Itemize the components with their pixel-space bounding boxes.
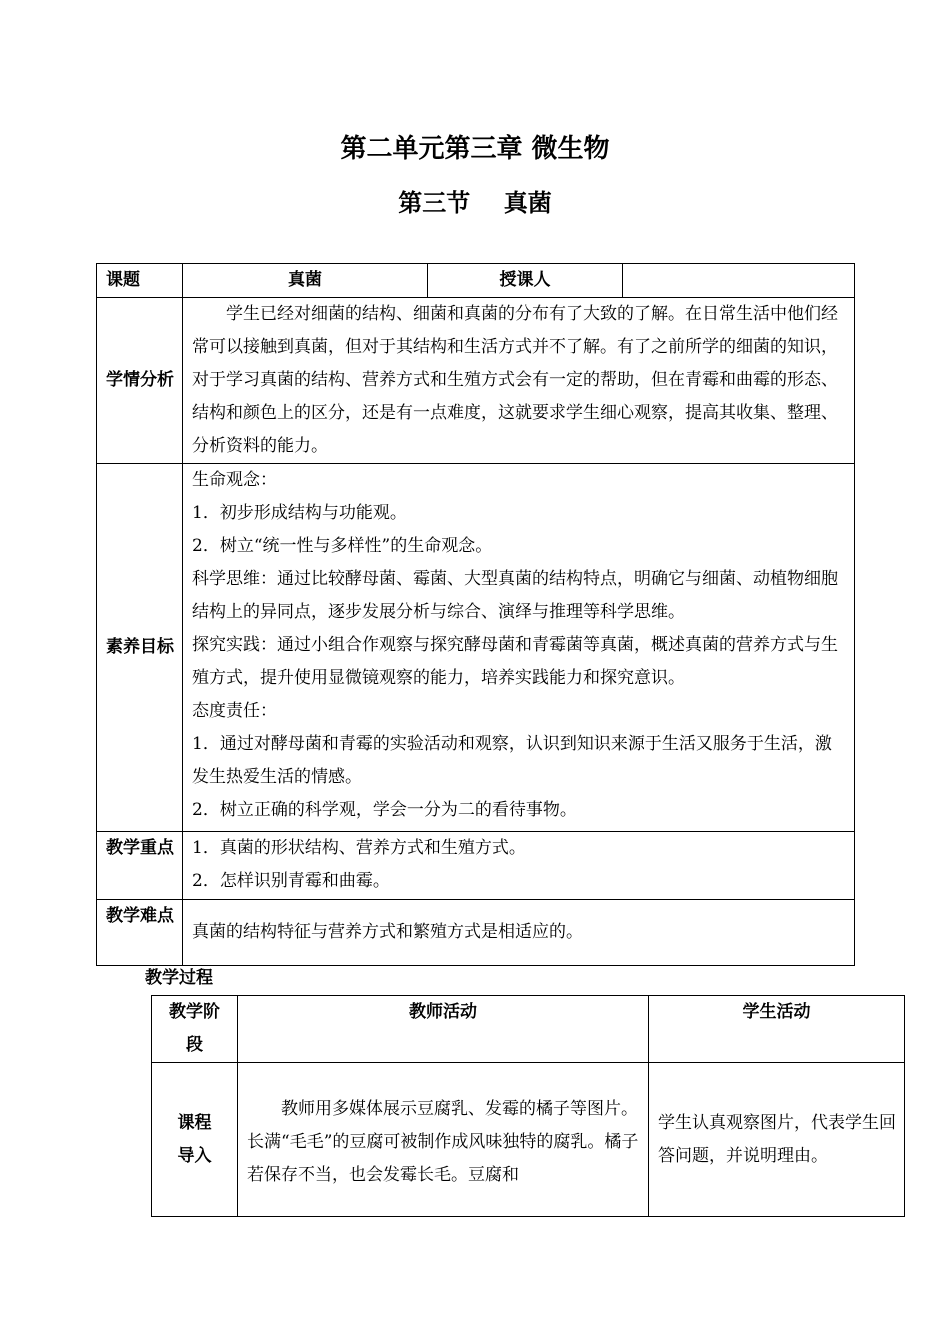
goal-item: 态度责任： — [192, 701, 277, 721]
goal-item: 1．通过对酵母菌和青霉的实验活动和观察，认识到知识来源于生活又服务于生活，激发生热爱生活的情感。 — [192, 734, 832, 787]
teacher-activity-text: 教师用多媒体展示豆腐乳、发霉的橘子等图片。 — [281, 1099, 638, 1119]
header-student: 学生活动 — [649, 996, 905, 1063]
goal-item: 1．初步形成结构与功能观。 — [192, 503, 407, 523]
goals-cell — [183, 464, 855, 832]
analysis-label: 学情分析 — [97, 298, 183, 464]
key-point: 2．怎样识别青霉和曲霉。 — [192, 871, 390, 891]
document-title: 第二单元第三章 微生物 — [340, 134, 610, 164]
goal-item: 生命观念： — [192, 470, 277, 490]
goals-label: 素养目标 — [97, 464, 183, 832]
teacher-value — [623, 264, 855, 298]
topic-label: 课题 — [97, 264, 183, 298]
section-title: 第三节 真菌 — [398, 189, 552, 217]
header-stage: 教学阶段 — [152, 996, 238, 1063]
lesson-info-table — [96, 263, 855, 966]
goal-item: 科学思维：通过比较酵母菌、霉菌、大型真菌的结构特点，明确它与细菌、动植物细胞结构上的异同点，逐步发展分析与综合、演绎与推理等科学思维。 — [192, 569, 838, 622]
key-label: 教学重点 — [97, 832, 183, 900]
key-point: 1．真菌的形状结构、营养方式和生殖方式。 — [192, 838, 526, 858]
process-label: 教学过程 — [145, 968, 213, 988]
analysis-text: 学生已经对细菌的结构、细菌和真菌的分布有了大致的了解。在日常生活中他们经常可以接触到真菌，但对于其结构和生活方式并不了解。有了之前所学的细菌的知识，对于学习真菌的结构、营养方式和生殖方式会有一定的帮助，但在青霉和曲霉的形态、结构和颜色上的区分，还是有一点难度，这就要求学生细心观察，提高其收集、整理、分析资料的能力。 — [192, 304, 838, 456]
student-activity-text: 学生认真观察图片，代表学生回答问题，并说明理由。 — [649, 1063, 905, 1217]
teacher-activity-text: 长满“毛毛”的豆腐可被制作成风味独特的腐乳。橘子若保存不当，也会发霉长毛。豆腐和 — [247, 1132, 639, 1185]
analysis-cell — [183, 298, 855, 464]
goal-item: 探究实践：通过小组合作观察与探究酵母菌和青霉菌等真菌，概述真菌的营养方式与生殖方式，提升使用显微镜观察的能力，培养实践能力和探究意识。 — [192, 635, 838, 688]
key-cell — [183, 832, 855, 900]
teacher-label: 授课人 — [428, 264, 623, 298]
topic-value: 真菌 — [183, 264, 428, 298]
goal-item: 2．树立正确的科学观，学会一分为二的看待事物。 — [192, 800, 577, 820]
header-teacher: 教师活动 — [238, 996, 649, 1063]
teacher-activity-cell — [238, 1063, 649, 1217]
stage-intro: 课程导入 — [152, 1063, 238, 1217]
process-table — [151, 995, 905, 1217]
difficulty-label: 教学难点 — [97, 900, 183, 966]
goal-item: 2．树立“统一性与多样性”的生命观念。 — [192, 536, 493, 556]
difficulty-text: 真菌的结构特征与营养方式和繁殖方式是相适应的。 — [183, 900, 855, 966]
